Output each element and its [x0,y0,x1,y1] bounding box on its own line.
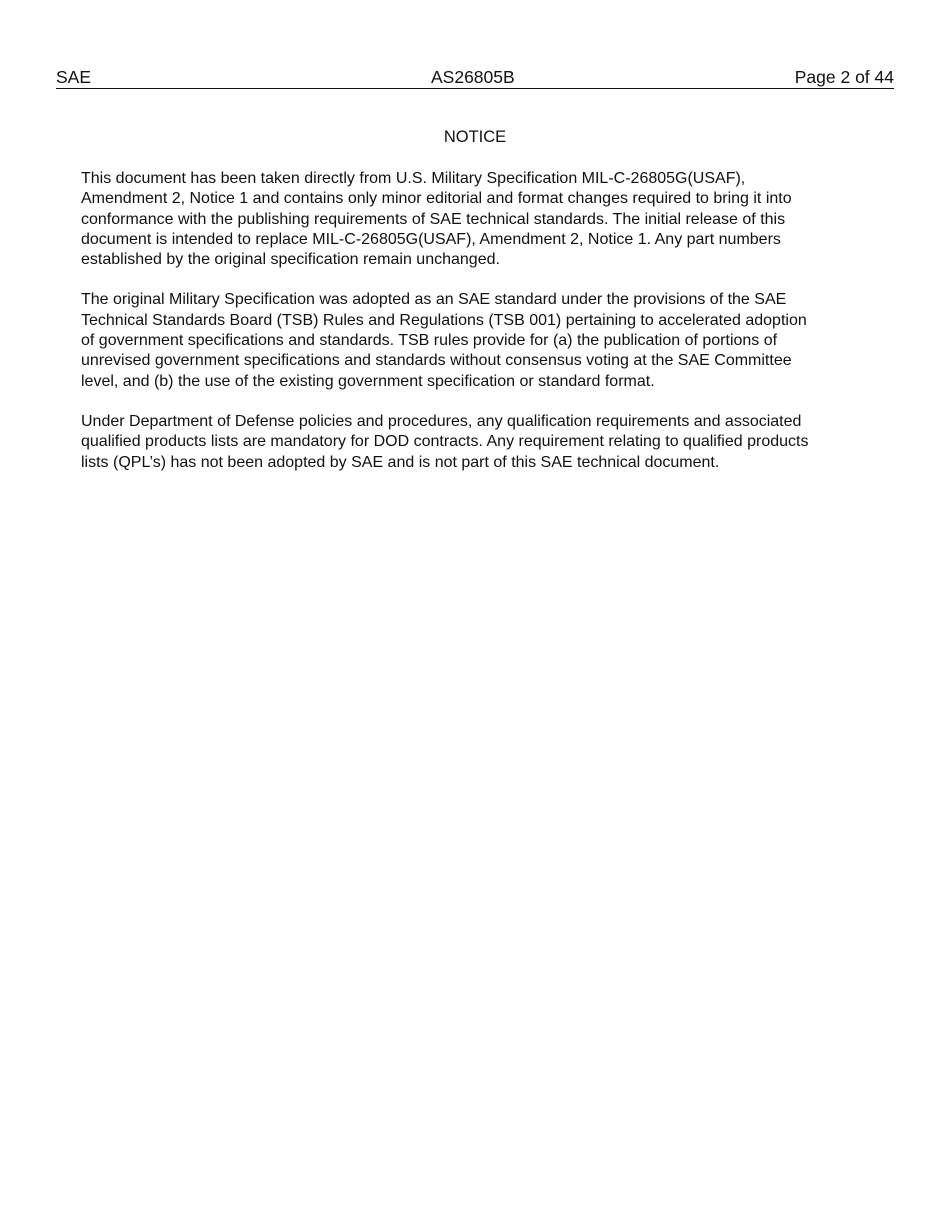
header-organization: SAE [56,67,92,87]
notice-paragraph: This document has been taken directly from U.S. Military Specification MIL-C-26805G(USAF), Amendment 2, Notice 1 and contains only minor editorial and format changes required to bring it into conformance with the publishing requirements of SAE technical standards. The initial release of this document is intended to replace MIL-C-26805G(USAF), Amendment 2, Notice 1. Any part numbers established by the original specification remain unchanged. [81,170,792,269]
notice-paragraph: Under Department of Defense policies and procedures, any qualification requirements and associated qualified products lists are mandatory for DOD contracts. Any requirement relating to qualified products lists (QPL’s) has not been adopted by SAE and is not part of this SAE technical document. [81,412,809,471]
page-header [56,66,894,89]
header-page-number: Page 2 of 44 [794,67,894,87]
notice-body [81,169,871,493]
header-document-number: AS26805B [431,67,515,87]
notice-paragraph: The original Military Specification was adopted as an SAE standard under the provisions of the SAE Technical Standards Board (TSB) Rules and Regulations (TSB 001) pertaining to accelerated adoption of government specifications and standards. TSB rules provide for (a) the publication of portions of unrevised government specifications and standards without consensus voting at the SAE Committee level, and (b) the use of the existing government specification or standard format. [81,291,807,390]
notice-title: NOTICE [443,128,507,146]
